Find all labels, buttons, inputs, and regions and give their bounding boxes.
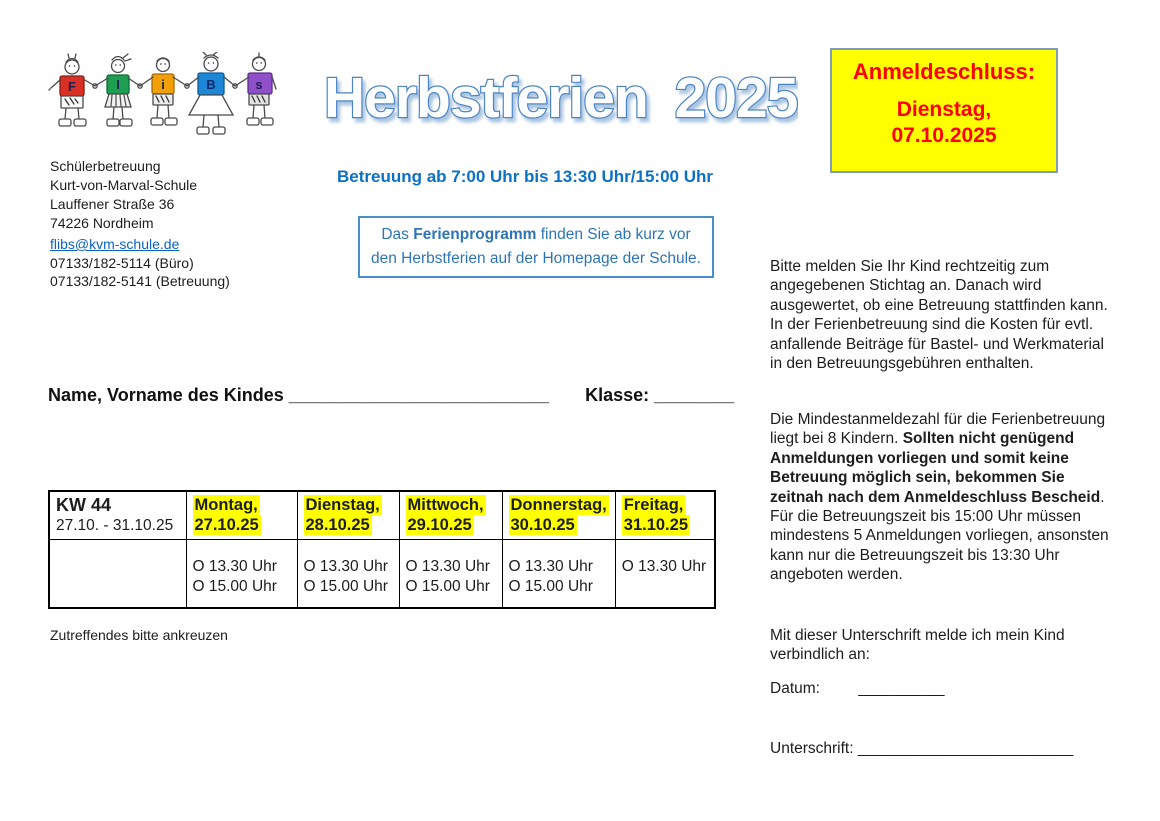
- info-box-text-2: finden Sie ab kurz vor den Herbstferien auf der Homepage der Schule.: [370, 226, 701, 267]
- day-header-donnerstag: Donnerstag, 30.10.25: [502, 491, 615, 540]
- week-number: KW 44: [56, 495, 112, 515]
- letterhead-address: [50, 157, 197, 233]
- phone-care: 07133/182-5141 (Betreuung): [50, 273, 230, 289]
- street: Lauffener Straße 36: [50, 196, 175, 212]
- options-dienstag: [297, 540, 399, 608]
- time-option: O 13.30 Uhr: [621, 558, 707, 575]
- page-title: [318, 60, 798, 139]
- children-logo: [46, 52, 278, 151]
- table-header-row: [49, 491, 715, 540]
- logo-letter: s: [255, 77, 263, 92]
- date-blank: __________: [858, 680, 945, 697]
- time-option: O 15.00 Uhr: [303, 578, 388, 595]
- paragraph-minimum-bold: Sollten nicht genügend Anmeldungen vorliegen und somit keine Betreuung möglich sein, bekommen Sie zeitnah nach dem Anmeldeschluss Bescheid: [770, 430, 1101, 506]
- info-box-bold: Ferienprogramm: [413, 226, 537, 243]
- org-name: Schülerbetreuung: [50, 158, 161, 174]
- options-mittwoch: [399, 540, 502, 608]
- deadline-box: [830, 48, 1058, 173]
- time-option: [622, 577, 709, 597]
- check-note: Zutreffendes bitte ankreuzen: [50, 627, 228, 643]
- name-line: [48, 385, 734, 406]
- deadline-date: 07.10.2025: [891, 124, 997, 147]
- deadline-day: Dienstag,: [896, 98, 992, 121]
- date-line: [770, 680, 945, 698]
- options-montag: [186, 540, 297, 608]
- time-option: O 15.00 Uhr: [508, 578, 593, 595]
- page-title-text: Herbstferien 2025: [324, 66, 798, 130]
- time-option: O 13.30 Uhr: [303, 558, 388, 575]
- day-header-montag: Montag, 27.10.25: [186, 491, 297, 540]
- letterhead-contact: [50, 235, 230, 291]
- signature-label: Unterschrift:: [770, 740, 854, 757]
- time-option: O 13.30 Uhr: [192, 558, 277, 575]
- deadline-heading: Anmeldeschluss:: [852, 59, 1036, 84]
- info-box: [358, 216, 714, 278]
- day-header-mittwoch: Mittwoch, 29.10.25: [399, 491, 502, 540]
- care-hours: Betreuung ab 7:00 Uhr bis 13:30 Uhr/15:00 Uhr: [337, 167, 714, 186]
- school-name: Kurt-von-Marval-Schule: [50, 177, 198, 193]
- table-options-row: [49, 540, 715, 608]
- options-donnerstag: [502, 540, 615, 608]
- day-header-dienstag: Dienstag, 28.10.25: [297, 491, 399, 540]
- logo-letter: F: [68, 79, 76, 94]
- class-label: Klasse:: [585, 385, 650, 405]
- paragraph-minimum: Die Mindestanmeldezahl für die Ferienbetreuung liegt bei 8 Kindern. Sollten nicht genügend Anmeldungen vorliegen und somit keine Betreuung möglich sein, bekommen Sie zeitnah nach dem Anmeldeschluss Bescheid. Für die Betreuungszeit bis 15:00 Uhr müssen mindestens 5 Anmeldungen vorliegen, ansonsten kann nur die Betreuungszeit bis 13:30 Uhr angeboten werden.: [770, 411, 1109, 584]
- name-label: Name, Vorname des Kindes: [48, 385, 284, 405]
- logo-letter: I: [116, 77, 120, 92]
- time-option: O 13.30 Uhr: [405, 558, 490, 575]
- day-header-freitag: Freitag, 31.10.25: [615, 491, 715, 540]
- date-label: Datum:: [770, 680, 820, 697]
- logo-letter: B: [206, 77, 216, 92]
- paragraph-registration: Bitte melden Sie Ihr Kind rechtzeitig zum angegebenen Stichtag an. Danach wird ausgewertet, ob eine Betreuung stattfinden kann. In der Ferienbetreuung sind die Kosten für evtl. anfallende Beiträge für Bastel- und Werkmaterial in den Betreuungsgebühren enthalten.: [770, 258, 1108, 373]
- children-logo-drawing: [46, 52, 278, 146]
- time-option: O 13.30 Uhr: [508, 558, 593, 575]
- paragraph-signature: Mit dieser Unterschrift melde ich mein Kind verbindlich an:: [770, 627, 1065, 664]
- email-link[interactable]: flibs@kvm-schule.de: [50, 236, 180, 252]
- signature-blank: _________________________: [857, 740, 1074, 757]
- time-option: O 15.00 Uhr: [405, 578, 490, 595]
- signature-line: [770, 740, 1073, 758]
- time-option: O 15.00 Uhr: [192, 578, 277, 595]
- class-blank: ________: [654, 385, 735, 405]
- week-range: 27.10. - 31.10.25: [56, 517, 174, 534]
- info-box-text-1: Das: [381, 226, 414, 243]
- options-freitag: [615, 540, 715, 608]
- phone-office: 07133/182-5114 (Büro): [50, 254, 194, 271]
- schedule-table: [48, 490, 716, 609]
- week-cell: [49, 491, 186, 540]
- city: 74226 Nordheim: [50, 215, 154, 231]
- empty-cell: [49, 540, 186, 608]
- logo-letter: i: [161, 77, 165, 92]
- name-blank: __________________________: [288, 385, 550, 405]
